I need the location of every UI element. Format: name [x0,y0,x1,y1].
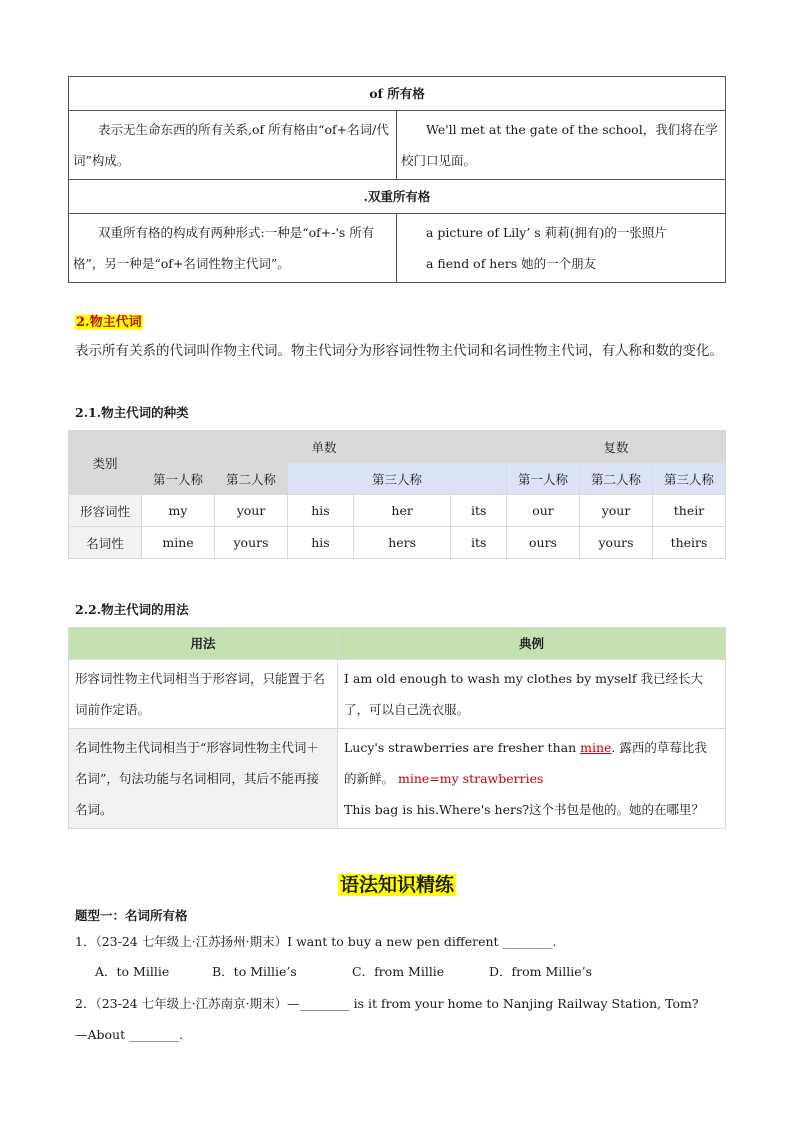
option-d[interactable]: D．from Millie’s [489,964,593,979]
question-2-continued: —About ________. [75,1027,184,1042]
pronoun-usage-table [68,627,726,829]
practice-title: 语法知识精练 [339,874,454,896]
question-2: 2．（23-24 七年级上·江苏南京·期末）—________ is it from your home to Nanjing Railway Station, Tom? [75,996,699,1011]
double-possessive-rule: 双重所有格的构成有两种形式:一种是“of+-'s 所有格”，另一种是“of+名词性物主代词”。 [73,225,375,271]
pronoun-cell: its [451,527,507,559]
usage-adjective: 形容词性物主代词相当于形容词，只能置于名词前作定语。 [69,660,338,729]
pronoun-cell: his [288,495,354,527]
of-possessive-example: We'll met at the gate of the school，我们将在学校门口见面。 [401,122,718,168]
usage-noun: 名词性物主代词相当于“形容词性物主代词＋名词”，句法功能与名词相同，其后不能再接名词。 [69,729,338,829]
example-noun: Lucy's strawberries are fresher than mine. 露西的草莓比我的新鲜。 mine=my strawberries This bag is his.Where's hers?这个书包是他的。她的在哪里？ [338,729,726,829]
singular-first-person: 第一人称 [142,463,215,495]
pronoun-cell: my [142,495,215,527]
pronoun-cell: their [653,495,726,527]
double-possessive-header: .双重所有格 [69,180,726,214]
of-possessive-header: of 所有格 [69,77,726,111]
mine-highlight: mine [580,740,612,755]
section-intro: 表示所有关系的代词叫作物主代词。物主代词分为形容词性物主代词和名词性物主代词，有人称和数的变化。 [75,343,723,359]
adjective-label: 形容词性 [69,495,142,527]
pronoun-cell: your [580,495,653,527]
pronoun-cell: our [507,495,580,527]
plural-header: 复数 [507,431,726,463]
option-c[interactable]: C．from Millie [352,964,445,979]
pronoun-kinds-table [68,430,726,559]
noun-label: 名词性 [69,527,142,559]
subsection-kinds: 2.1.物主代词的种类 [75,405,189,420]
pronoun-cell: yours [215,527,288,559]
pronoun-cell: mine [142,527,215,559]
pronoun-cell: hers [353,527,451,559]
noun-row [69,527,726,559]
example-header: 典例 [338,628,726,660]
usage-header: 用法 [69,628,338,660]
question-1-options [95,962,735,982]
pronoun-cell: your [215,495,288,527]
of-possessive-rule: 表示无生命东西的所有关系,of 所有格由“of+名词/代词”构成。 [73,122,389,168]
pronoun-cell: yours [580,527,653,559]
singular-third-person: 第三人称 [288,463,507,495]
singular-header: 单数 [142,431,507,463]
question-1: 1．（23-24 七年级上·江苏扬州·期末）I want to buy a new pen different ________. [75,934,557,949]
mine-note: mine=my strawberries [398,771,544,786]
plural-third-person: 第三人称 [653,463,726,495]
pronoun-cell: ours [507,527,580,559]
plural-second-person: 第二人称 [580,463,653,495]
adjective-row [69,495,726,527]
double-possessive-example-2: a fiend of hers 她的一个朋友 [426,256,597,271]
section-heading: 2.物主代词 [76,315,142,330]
example-noun-2: This bag is his.Where's hers?这个书包是他的。她的在哪里？ [344,802,705,817]
option-b[interactable]: B．to Millie’s [212,964,297,979]
pronoun-cell: its [451,495,507,527]
of-possessive-table [68,76,726,283]
subsection-usage: 2.2.物主代词的用法 [75,602,189,617]
plural-first-person: 第一人称 [507,463,580,495]
option-a[interactable]: A．to Millie [95,964,170,979]
pronoun-cell: theirs [653,527,726,559]
pronoun-cell: his [288,527,354,559]
pronoun-cell: her [353,495,451,527]
question-type-1: 题型一：名词所有格 [75,908,188,923]
double-possessive-example-1: a picture of Lily’ s 莉莉(拥有)的一张照片 [426,225,667,240]
singular-second-person: 第二人称 [215,463,288,495]
type-label: 类别 [69,431,142,495]
example-adjective: I am old enough to wash my clothes by myself 我已经长大了，可以自己洗衣服。 [338,660,726,729]
